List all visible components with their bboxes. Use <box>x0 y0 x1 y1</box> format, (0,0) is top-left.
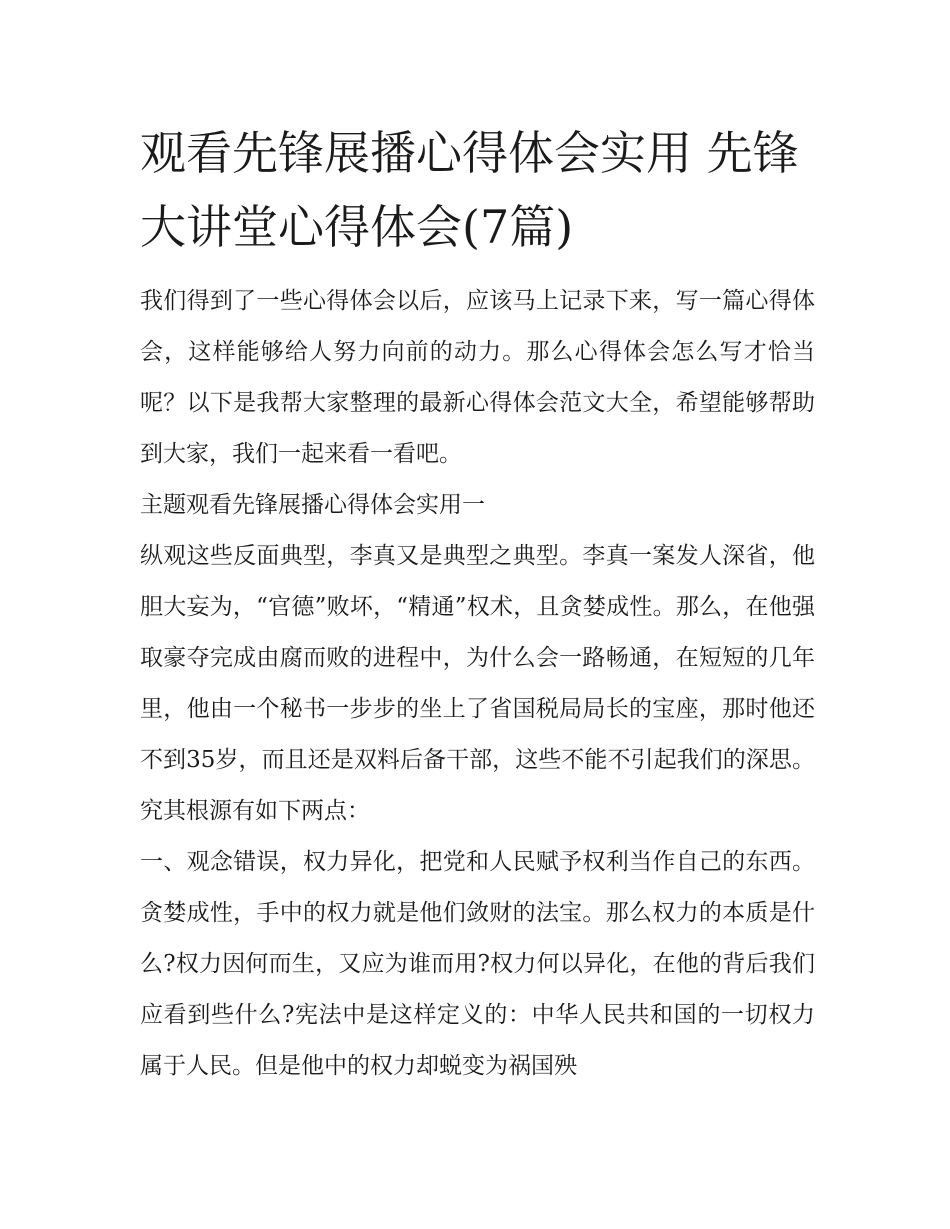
paragraph-section-heading: 主题观看先锋展播心得体会实用一 <box>140 492 485 518</box>
paragraph-point-one: 一、观念错误，权力异化，把党和人民赋予权利当作自己的东西。贪婪成性，手中的权力就是他们敛财的法宝。那么权力的本质是什么?权力因何而生，又应为谁而用?权力何以异化，在他的背后我们应看到些什么?宪法中是这样定义的：中华人民共和国的一切权力属于人民。但是他中的权力却蜕变为祸国殃 <box>140 849 815 1079</box>
document-body <box>140 276 815 1092</box>
paragraph-li-zhen: 纵观这些反面典型，李真又是典型之典型。李真一案发人深省，他胆大妄为，“官德”败坏，“精通”权术，且贪婪成性。那么，在他强取豪夺完成由腐而败的进程中，为什么会一路畅通，在短短的几年里，他由一个秘书一步步的坐上了省国税局局长的宝座，那时他还不到35岁，而且还是双料后备干部，这些不能不引起我们的深思。究其根源有如下两点： <box>140 543 815 824</box>
document-title: 观看先锋展播心得体会实用 先锋大讲堂心得体会(7篇) <box>140 126 799 254</box>
paragraph-intro: 我们得到了一些心得体会以后，应该马上记录下来，写一篇心得体会，这样能够给人努力向前的动力。那么心得体会怎么写才恰当呢？以下是我帮大家整理的最新心得体会范文大全，希望能够帮助到大家，我们一起来看一看吧。 <box>140 288 815 467</box>
